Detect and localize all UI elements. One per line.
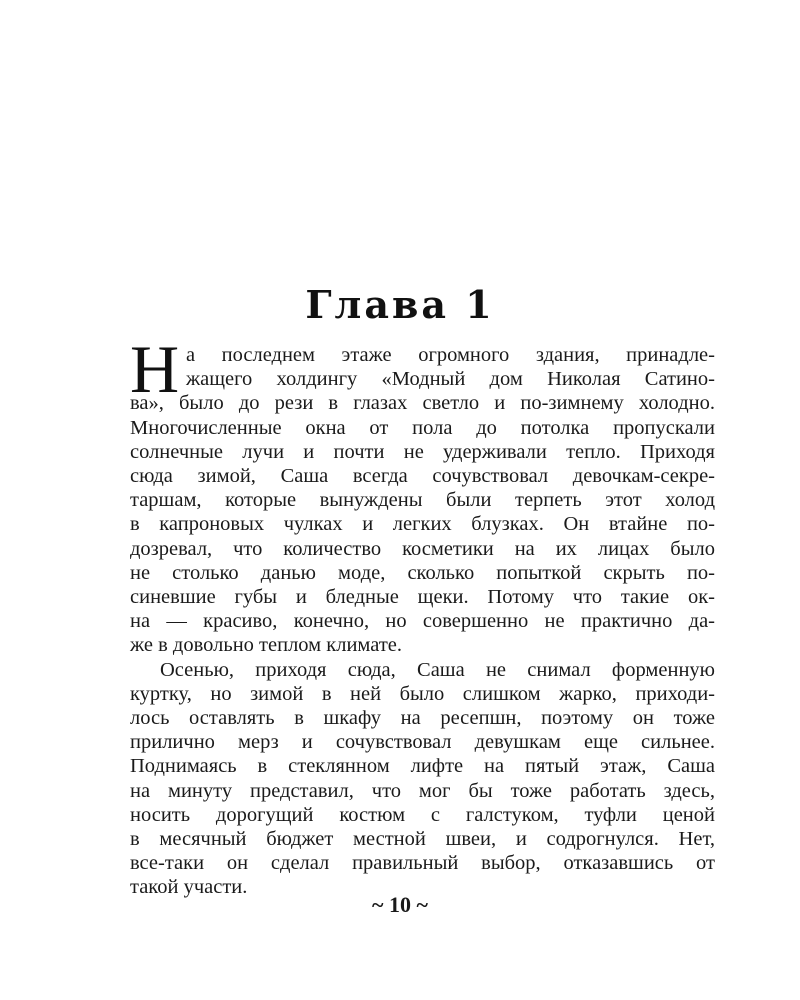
text-line: солнечные лучи и почти не удерживали тепло. Приходя — [130, 440, 715, 463]
paragraph-1 — [130, 343, 715, 658]
text-line: а последнем этаже огромного здания, принадле- — [186, 344, 715, 366]
text-line: в капроновых чулках и легких блузках. Он втайне по- — [130, 513, 715, 536]
drop-cap: Н — [130, 331, 180, 407]
text-line: синевшие губы и бледные щеки. Потому что такие ок- — [130, 586, 715, 609]
text-line: в месячный бюджет местной швеи, и содрогнулся. Нет, — [130, 828, 715, 851]
text-line: на минуту представил, что мог бы тоже работать здесь, — [130, 779, 715, 802]
text-line: на — красиво, конечно, но совершенно не практично да- — [130, 610, 715, 633]
paragraph-2 — [130, 658, 715, 900]
text-line: дозревал, что количество косметики на их лицах было — [130, 537, 715, 560]
text-line: ва», было до рези в глазах светло и по-зимнему холодно. — [130, 392, 715, 415]
text-line: не столько данью моде, сколько попыткой скрыть по- — [130, 561, 715, 584]
text-line: все-таки он сделал правильный выбор, отказавшись от — [130, 852, 715, 875]
page-number: ~ 10 ~ — [372, 892, 428, 917]
text-line: прилично мерз и сочувствовал девушкам еще сильнее. — [130, 731, 715, 754]
text-line: Многочисленные окна от пола до потолка пропускали — [130, 416, 715, 439]
text-line: таршам, которые вынуждены были терпеть этот холод — [130, 489, 715, 512]
body-text — [130, 331, 715, 900]
text-line: Поднимаясь в стеклянном лифте на пятый этаж, Саша — [130, 755, 715, 778]
chapter-title: Глава 1 — [305, 282, 495, 327]
text-line: же в довольно теплом климате. — [130, 634, 403, 657]
text-line: Осенью, приходя сюда, Саша не снимал форменную — [160, 658, 715, 681]
text-line: лось оставлять в шкафу на ресепшн, поэтому он тоже — [130, 707, 715, 730]
text-line: жащего холдингу «Модный дом Николая Сатино- — [186, 368, 715, 391]
text-line: куртку, но зимой в ней было слишком жарко, приходи- — [130, 682, 715, 705]
text-line: такой участи. — [130, 876, 248, 899]
text-line: носить дорогущий костюм с галстуком, туфли ценой — [130, 803, 715, 826]
text-line: сюда зимой, Саша всегда сочувствовал девочкам-секре- — [130, 465, 715, 488]
